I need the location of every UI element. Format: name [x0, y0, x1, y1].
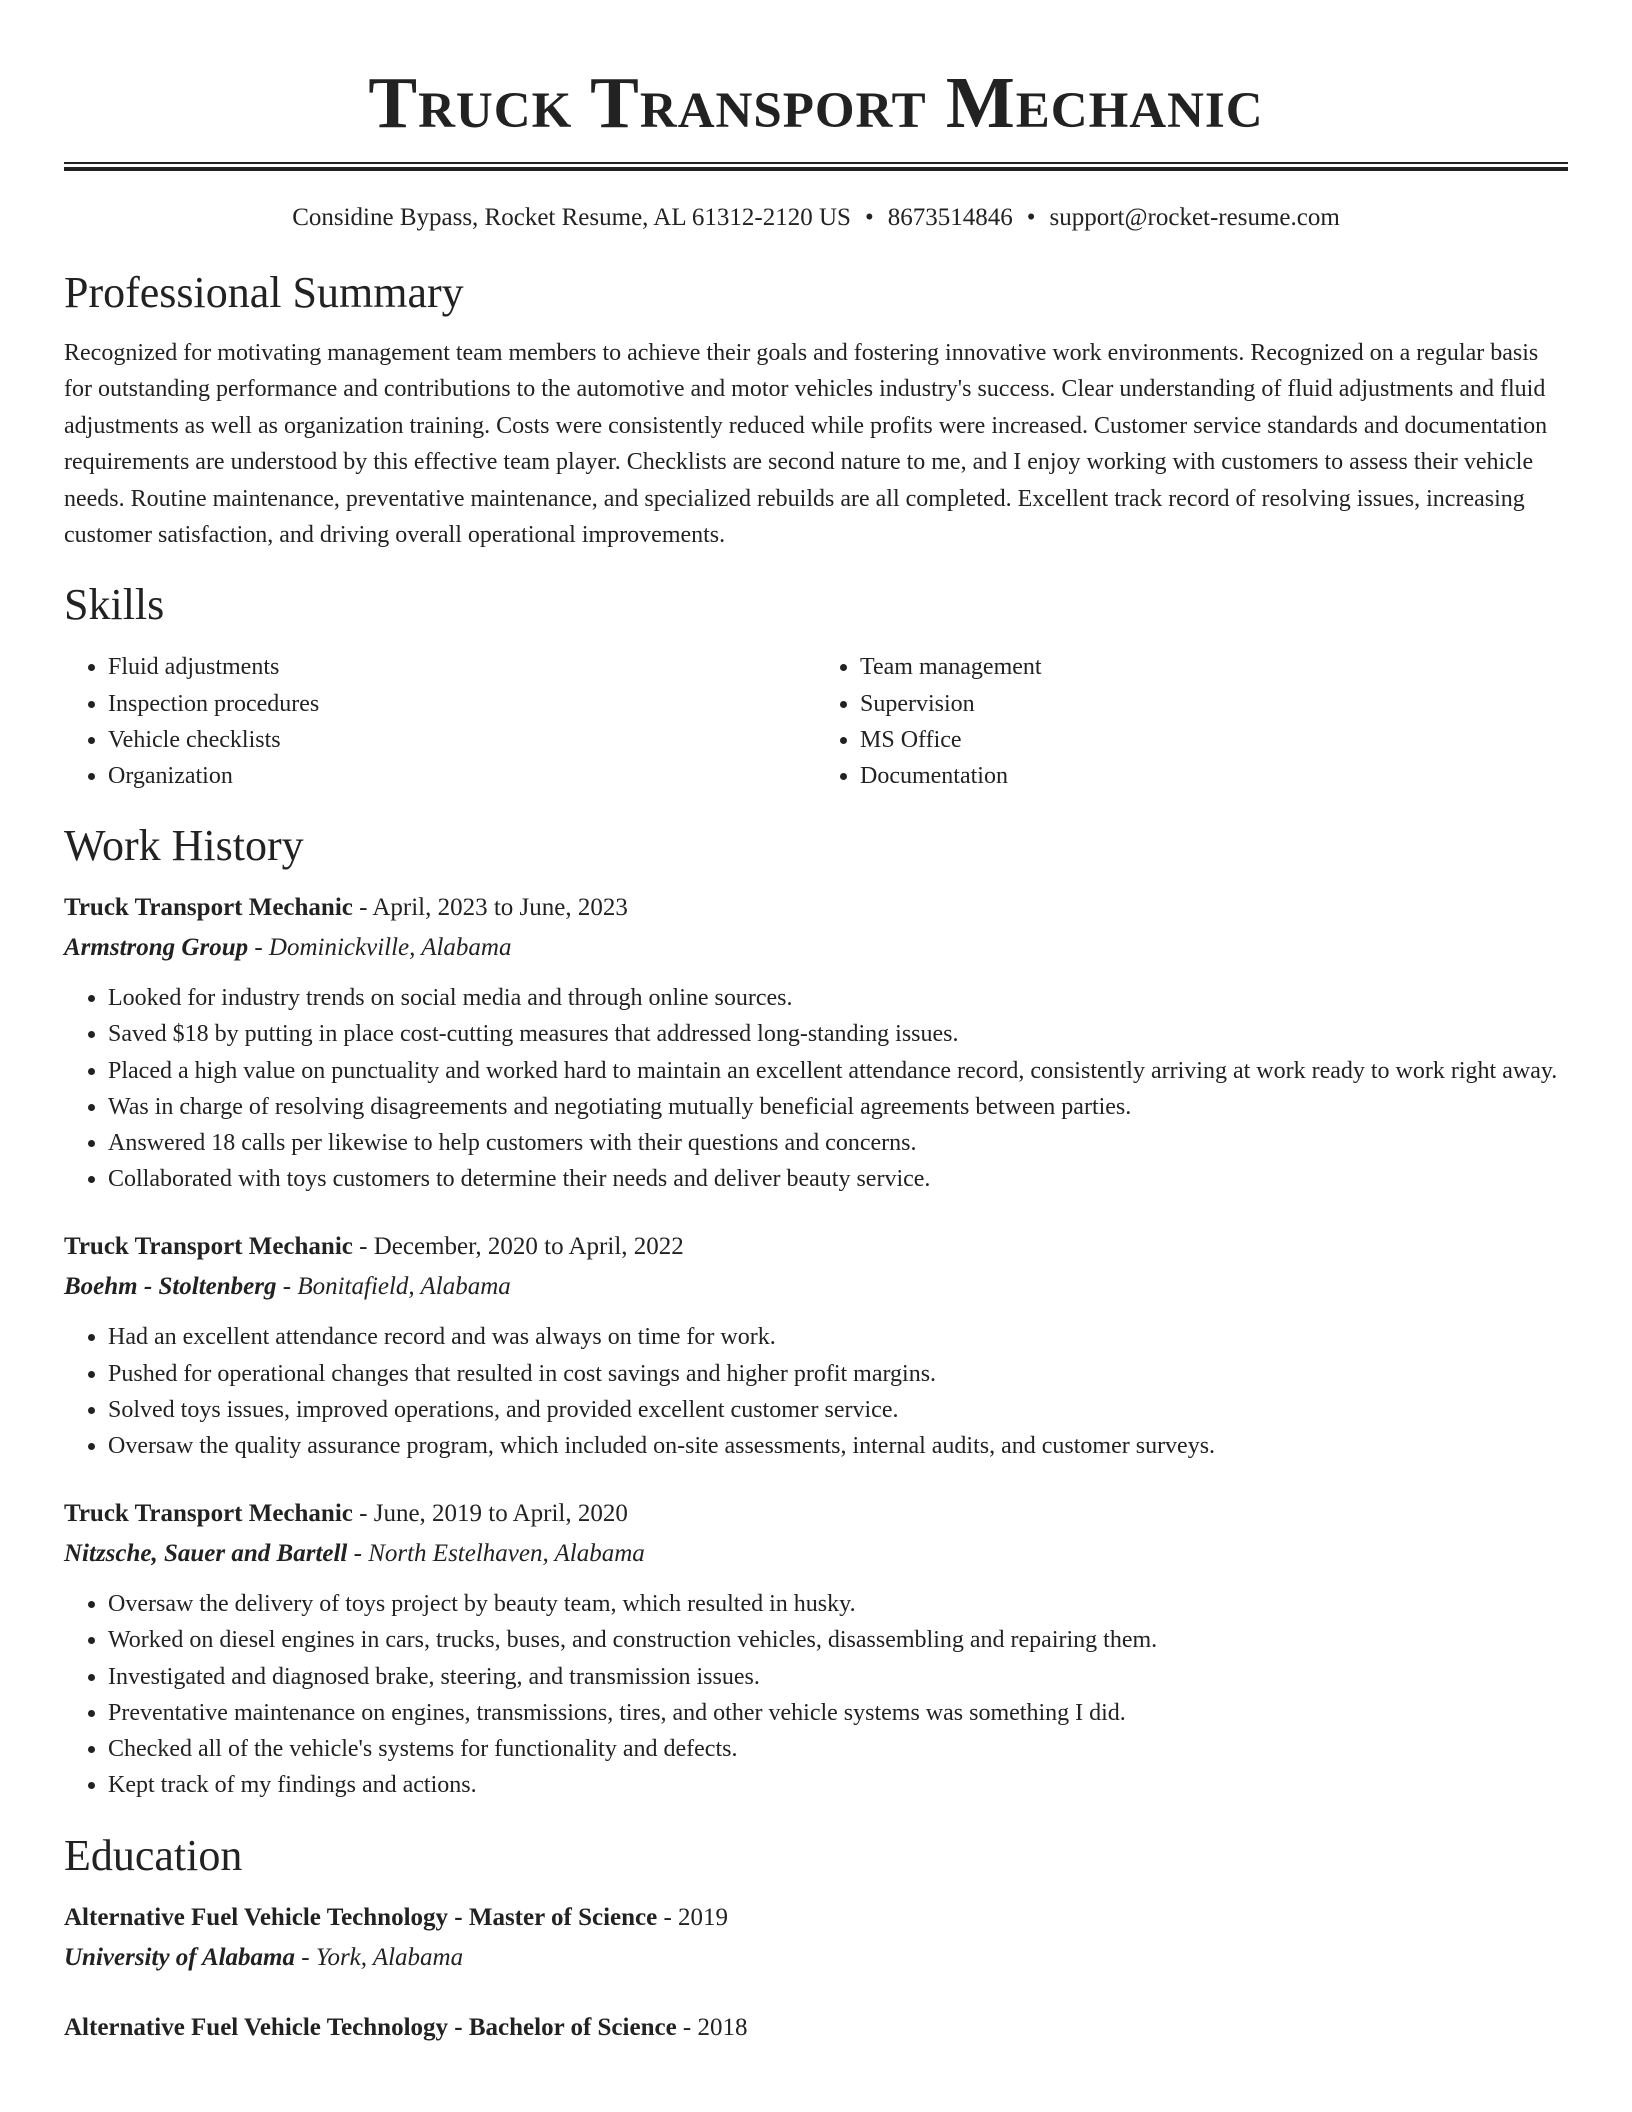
job-title: Truck Transport Mechanic: [64, 1500, 353, 1528]
job-title-line: [64, 1227, 1568, 1267]
job-company: Armstrong Group: [64, 934, 249, 962]
job-title: Truck Transport Mechanic: [64, 1233, 353, 1261]
job-bullets: [64, 980, 1568, 1197]
education-heading: Education: [64, 1830, 243, 1880]
job-location: - Dominickville, Alabama: [248, 934, 512, 962]
job-bullet: • Was in charge of resolving disagreements and negotiating mutually beneficial agreements between parties.: [108, 1089, 1568, 1125]
job-company-line: [64, 1534, 1568, 1574]
skill-item: • Team management: [860, 649, 1568, 685]
education-entry: [64, 1898, 1568, 1978]
job-bullet: • Looked for industry trends on social media and through online sources.: [108, 980, 1568, 1016]
job-entry: [64, 888, 1568, 1197]
job-entry: [64, 1227, 1568, 1464]
job-bullet: • Worked on diesel engines in cars, trucks, buses, and construction vehicles, disassembling and repairing them.: [108, 1622, 1568, 1658]
skill-item: • MS Office: [860, 722, 1568, 758]
job-bullet: • Answered 18 calls per likewise to help customers with their questions and concerns.: [108, 1125, 1568, 1161]
job-company-line: [64, 928, 1568, 968]
job-title: Truck Transport Mechanic: [64, 894, 353, 922]
job-dates: - December, 2020 to April, 2022: [352, 1233, 684, 1261]
job-bullet: • Preventative maintenance on engines, transmissions, tires, and other vehicle systems was something I did.: [108, 1695, 1568, 1731]
education-entry: [64, 2008, 1568, 2048]
job-bullet: • Solved toys issues, improved operations, and provided excellent customer service.: [108, 1392, 1568, 1428]
job-bullet: • Collaborated with toys customers to determine their needs and deliver beauty service.: [108, 1161, 1568, 1197]
job-dates: - June, 2019 to April, 2020: [352, 1500, 628, 1528]
job-company-line: [64, 1267, 1568, 1307]
skills-section: [64, 577, 1568, 794]
summary-text: Recognized for motivating management team members to achieve their goals and fostering innovative work environments. Recognized on a regular basis for outstanding performance and contributions to the automotive and motor vehicles industry's success. Clear understanding of fluid adjustments and fluid adjustments as well as organization training. Costs were consistently reduced while profits were increased. Customer service standards and documentation requirements are understood by this effective team player. Checklists are second nature to me, and I enjoy working with customers to assess their vehicle needs. Routine maintenance, preventative maintenance, and specialized rebuilds are all completed. Excellent track record of resolving issues, increasing customer satisfaction, and driving overall operational improvements.: [64, 340, 1548, 549]
job-bullets: [64, 1586, 1568, 1803]
education-section: [64, 1828, 1568, 2048]
education-degree-line: [64, 2008, 1568, 2048]
job-bullet: • Kept track of my findings and actions.: [108, 1767, 1568, 1803]
education-year: - 2019: [657, 1903, 729, 1931]
contact-line: [64, 201, 1568, 235]
job-company: Nitzsche, Sauer and Bartell: [64, 1540, 348, 1568]
summary-section: [64, 265, 1568, 553]
skill-item: • Vehicle checklists: [108, 722, 816, 758]
education-degree: Alternative Fuel Vehicle Technology - Master of Science: [64, 1903, 658, 1931]
job-title-line: [64, 1494, 1568, 1534]
education-school: University of Alabama: [64, 1943, 296, 1971]
job-location: - North Estelhaven, Alabama: [347, 1540, 645, 1568]
contact-phone: 8673514846: [887, 204, 1013, 231]
job-title-line: [64, 888, 1568, 928]
job-company: Boehm - Stoltenberg: [64, 1273, 277, 1301]
education-degree: Alternative Fuel Vehicle Technology - Bachelor of Science: [64, 2013, 677, 2041]
skills-heading: Skills: [64, 580, 165, 630]
job-bullet: • Investigated and diagnosed brake, steering, and transmission issues.: [108, 1659, 1568, 1695]
skill-item: • Organization: [108, 758, 816, 794]
skills-list-right: [816, 649, 1568, 794]
skills-list-left: [64, 649, 816, 794]
work-history-section: [64, 818, 1568, 1803]
job-bullet: • Placed a high value on punctuality and worked hard to maintain an excellent attendance record, consistently arriving at work ready to work right away.: [108, 1053, 1568, 1089]
contact-address: Considine Bypass, Rocket Resume, AL 61312-2120 US: [292, 204, 851, 231]
education-year: - 2018: [676, 2013, 748, 2041]
job-bullet: • Pushed for operational changes that resulted in cost savings and higher profit margins.: [108, 1356, 1568, 1392]
job-entry: [64, 1494, 1568, 1803]
job-bullet: • Had an excellent attendance record and was always on time for work.: [108, 1319, 1568, 1355]
job-bullets: [64, 1319, 1568, 1464]
education-school-line: [64, 1938, 1568, 1978]
education-degree-line: [64, 1898, 1568, 1938]
summary-heading: Professional Summary: [64, 268, 464, 317]
job-location: - Bonitafield, Alabama: [276, 1273, 511, 1301]
skill-item: • Documentation: [860, 758, 1568, 794]
title-divider: [64, 162, 1568, 171]
skill-item: • Inspection procedures: [108, 686, 816, 722]
contact-separator: •: [1026, 204, 1036, 231]
job-bullet: • Oversaw the quality assurance program, which included on-site assessments, internal audits, and customer surveys.: [108, 1428, 1568, 1464]
resume-title: Truck Transport Mechanic: [368, 62, 1264, 143]
skills-grid: [64, 649, 1568, 794]
work-history-heading: Work History: [64, 821, 304, 871]
contact-separator: •: [864, 204, 874, 231]
job-bullet: • Saved $18 by putting in place cost-cutting measures that addressed long-standing issues.: [108, 1016, 1568, 1052]
skill-item: • Supervision: [860, 686, 1568, 722]
job-bullet: • Checked all of the vehicle's systems for functionality and defects.: [108, 1731, 1568, 1767]
skill-item: • Fluid adjustments: [108, 649, 816, 685]
education-location: - York, Alabama: [295, 1943, 464, 1971]
contact-email: support@rocket-resume.com: [1049, 204, 1340, 231]
job-bullet: • Oversaw the delivery of toys project by beauty team, which resulted in husky.: [108, 1586, 1568, 1622]
job-dates: - April, 2023 to June, 2023: [352, 894, 628, 922]
